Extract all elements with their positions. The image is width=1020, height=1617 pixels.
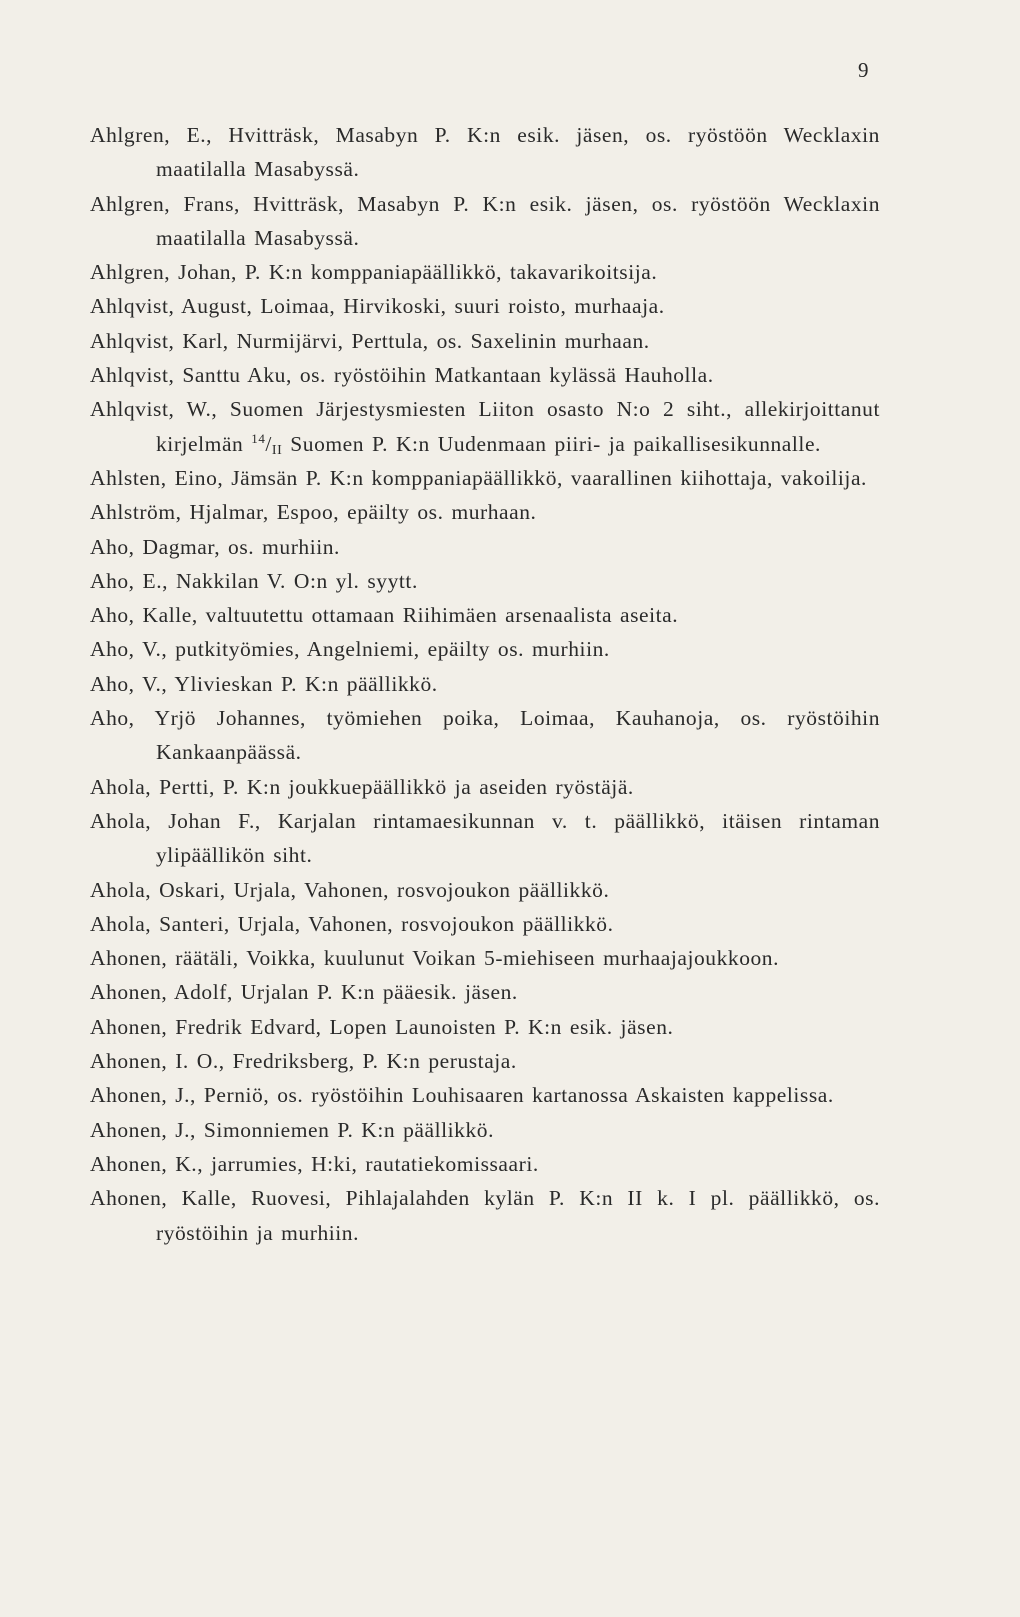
list-item: Ahonen, K., jarrumies, H:ki, rautatiekomissaari. — [90, 1151, 539, 1176]
list-item: Ahonen, Fredrik Edvard, Lopen Launoisten P. K:n esik. jäsen. — [90, 1014, 674, 1039]
list-item: Ahlström, Hjalmar, Espoo, epäilty os. murhaan. — [90, 500, 537, 525]
list-item: Ahlgren, Johan, P. K:n komppaniapäällikkö, takavarikoitsija. — [90, 260, 658, 285]
list-item: Ahlqvist, Karl, Nurmijärvi, Perttula, os. Saxelinin murhaan. — [90, 328, 650, 353]
list-item: Ahlqvist, W., Suomen Järjestysmiesten Liiton osasto N:o 2 siht., allekirjoittanut kirjelmän $^{14}/_{II}$ Suomen P. K:n Uudenmaan piiri- ja paikallisesikunnalle. — [90, 397, 880, 458]
register-entries — [90, 118, 880, 1250]
entry-text-before: Ahlqvist, W., Suomen Järjestysmiesten Liiton osasto N:o 2 siht., allekirjoittanut kirjelmän — [90, 397, 880, 456]
date-day: 14 — [251, 430, 266, 446]
list-item: Aho, Kalle, valtuutettu ottamaan Riihimäen arsenaalista aseita. — [90, 603, 679, 628]
list-item: Ahola, Santeri, Urjala, Vahonen, rosvojoukon päällikkö. — [90, 911, 614, 936]
list-item: Ahola, Oskari, Urjala, Vahonen, rosvojoukon päällikkö. — [90, 877, 610, 902]
list-item: Aho, Yrjö Johannes, työmiehen poika, Loimaa, Kauhanoja, os. ryöstöihin Kankaanpäässä. — [90, 706, 880, 765]
list-item: Aho, V., Ylivieskan P. K:n päällikkö. — [90, 671, 438, 696]
list-item: Ahonen, I. O., Fredriksberg, P. K:n perustaja. — [90, 1049, 517, 1074]
list-item: Ahonen, Kalle, Ruovesi, Pihlajalahden kylän P. K:n II k. I pl. päällikkö, os. ryöstöihin ja murhiin. — [90, 1186, 880, 1245]
list-item: Ahlgren, Frans, Hvitträsk, Masabyn P. K:n esik. jäsen, os. ryöstöön Wecklaxin maatilalla Masabyssä. — [90, 191, 880, 250]
list-item: Ahlqvist, August, Loimaa, Hirvikoski, suuri roisto, murhaaja. — [90, 294, 665, 319]
list-item: Aho, E., Nakkilan V. O:n yl. syytt. — [90, 568, 418, 593]
list-item: Ahonen, Adolf, Urjalan P. K:n pääesik. jäsen. — [90, 980, 518, 1005]
list-item: Ahola, Pertti, P. K:n joukkuepäällikkö ja aseiden ryöstäjä. — [90, 774, 634, 799]
page-number: 9 — [858, 58, 869, 82]
list-item: Ahlsten, Eino, Jämsän P. K:n komppaniapäällikkö, vaarallinen kiihottaja, vakoilija. — [90, 465, 867, 490]
list-item: Ahonen, räätäli, Voikka, kuulunut Voikan 5-miehiseen murhaajajoukkoon. — [90, 946, 780, 971]
list-item: Ahonen, J., Perniö, os. ryöstöihin Louhisaaren kartanossa Askaisten kappelissa. — [90, 1083, 834, 1108]
list-item: Aho, Dagmar, os. murhiin. — [90, 534, 340, 559]
list-item: Aho, V., putkityömies, Angelniemi, epäilty os. murhiin. — [90, 637, 610, 662]
list-item: Ahola, Johan F., Karjalan rintamaesikunnan v. t. päällikkö, itäisen rintaman ylipäällikön siht. — [90, 808, 880, 868]
list-item: Ahlqvist, Santtu Aku, os. ryöstöihin Matkantaan kylässä Hauholla. — [90, 363, 714, 388]
list-item: Ahonen, J., Simonniemen P. K:n päällikkö. — [90, 1117, 495, 1142]
date-month: II — [271, 442, 283, 458]
entry-text-after: Suomen P. K:n Uudenmaan piiri- ja paikallisesikunnalle. — [282, 431, 821, 456]
list-item: Ahlgren, E., Hvitträsk, Masabyn P. K:n esik. jäsen, os. ryöstöön Wecklaxin maatilalla Masabyssä. — [90, 123, 880, 182]
